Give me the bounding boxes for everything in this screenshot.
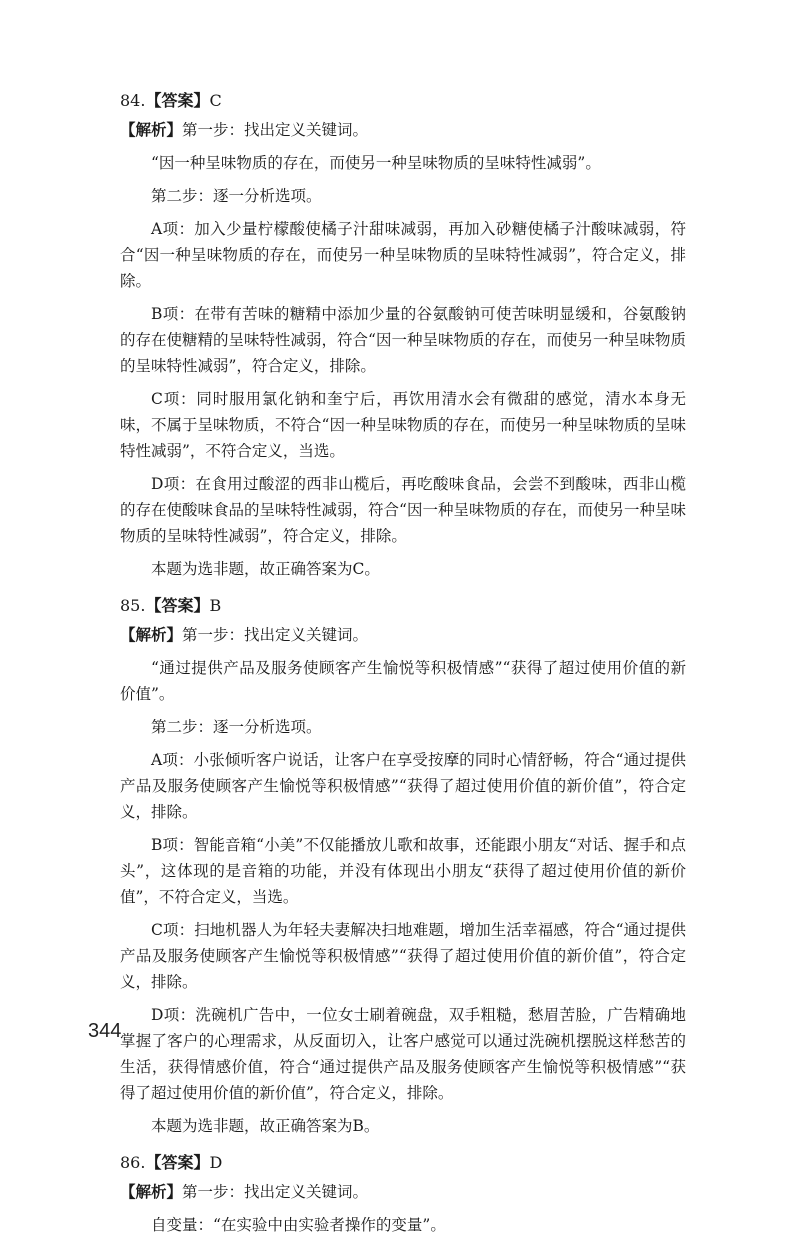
q86-answer: D bbox=[209, 1153, 223, 1172]
q85-step1-text: 第一步：找出定义关键词。 bbox=[182, 626, 369, 644]
q86-number: 86. bbox=[120, 1153, 146, 1172]
q84-step1-text: 第一步：找出定义关键词。 bbox=[182, 121, 369, 139]
q85-option-c: C项：扫地机器人为年轻夫妻解决扫地难题，增加生活幸福感，符合“通过提供产品及服务使顾客产生愉悦等积极情感”“获得了超过使用价值的新价值”，符合定义，排除。 bbox=[120, 921, 686, 991]
q84-option-c: C项：同时服用氯化钠和奎宁后，再饮用清水会有微甜的感觉，清水本身无味，不属于呈味物质，不符合“因一种呈味物质的存在，而使另一种呈味物质的呈味特性减弱”，不符合定义，当选。 bbox=[120, 390, 686, 460]
q86-analysis-label: 【解析】 bbox=[120, 1182, 183, 1201]
q84-option-b: B项：在带有苦味的糖精中添加少量的谷氨酸钠可使苦味明显缓和，谷氨酸钠的存在使糖精的呈味特性减弱，符合“因一种呈味物质的存在，而使另一种呈味物质的呈味特性减弱”，符合定义，排除。 bbox=[120, 305, 686, 375]
q84-keyword: “因一种呈味物质的存在，而使另一种呈味物质的呈味特性减弱”。 bbox=[151, 154, 601, 172]
q85-option-b: B项：智能音箱“小美”不仅能播放儿歌和故事，还能跟小朋友“对话、握手和点头”，这体现的是音箱的功能，并没有体现出小朋友“获得了超过使用价值的新价值”，不符合定义，当选。 bbox=[120, 836, 686, 906]
q84-answer-line bbox=[120, 84, 686, 117]
q84-step2: 第二步：逐一分析选项。 bbox=[151, 187, 322, 205]
q85-keyword: “通过提供产品及服务使顾客产生愉悦等积极情感”“获得了超过使用价值的新价值”。 bbox=[120, 659, 686, 703]
q85-conclusion: 本题为选非题，故正确答案为B。 bbox=[151, 1117, 380, 1135]
q84-answer-label: 【答案】 bbox=[145, 91, 210, 110]
q85-number: 85. bbox=[120, 596, 146, 615]
q86-answer-line bbox=[120, 1146, 686, 1179]
q86-step1 bbox=[120, 1179, 686, 1205]
document-page bbox=[120, 84, 686, 1245]
q85-step1 bbox=[120, 622, 686, 648]
q84-conclusion: 本题为选非题，故正确答案为C。 bbox=[151, 560, 380, 578]
q84-answer: C bbox=[209, 91, 222, 110]
q84-number: 84. bbox=[120, 91, 146, 110]
q85-answer-label: 【答案】 bbox=[145, 596, 210, 615]
q85-step2: 第二步：逐一分析选项。 bbox=[151, 718, 322, 736]
q85-answer: B bbox=[209, 596, 222, 615]
q84-step1 bbox=[120, 117, 686, 143]
page-number: 344 bbox=[88, 1020, 122, 1042]
q86-keyword: 自变量：“在实验中由实验者操作的变量”。 bbox=[151, 1216, 446, 1234]
q84-option-d: D项：在食用过酸涩的西非山榄后，再吃酸味食品，会尝不到酸味，西非山榄的存在使酸味食品的呈味特性减弱，符合“因一种呈味物质的存在，而使另一种呈味物质的呈味特性减弱”，符合定义，排除。 bbox=[120, 475, 686, 545]
q85-option-a: A项：小张倾听客户说话，让客户在享受按摩的同时心情舒畅，符合“通过提供产品及服务使顾客产生愉悦等积极情感”“获得了超过使用价值的新价值”，符合定义，排除。 bbox=[120, 751, 686, 821]
q84-option-a: A项：加入少量柠檬酸使橘子汁甜味减弱，再加入砂糖使橘子汁酸味减弱，符合“因一种呈味物质的存在，而使另一种呈味物质的呈味特性减弱”，符合定义，排除。 bbox=[120, 220, 686, 290]
q84-analysis-label: 【解析】 bbox=[120, 120, 183, 139]
q85-option-d: D项：洗碗机广告中，一位女士刷着碗盘，双手粗糙，愁眉苦脸，广告精确地掌握了客户的心理需求，从反面切入，让客户感觉可以通过洗碗机摆脱这样愁苦的生活，获得情感价值，符合“通过提供产品及服务使顾客产生愉悦等积极情感”“获得了超过使用价值的新价值”，符合定义，排除。 bbox=[120, 1006, 686, 1102]
q86-answer-label: 【答案】 bbox=[145, 1153, 210, 1172]
q86-step1-text: 第一步：找出定义关键词。 bbox=[182, 1183, 369, 1201]
q85-analysis-label: 【解析】 bbox=[120, 625, 183, 644]
q85-answer-line bbox=[120, 589, 686, 622]
